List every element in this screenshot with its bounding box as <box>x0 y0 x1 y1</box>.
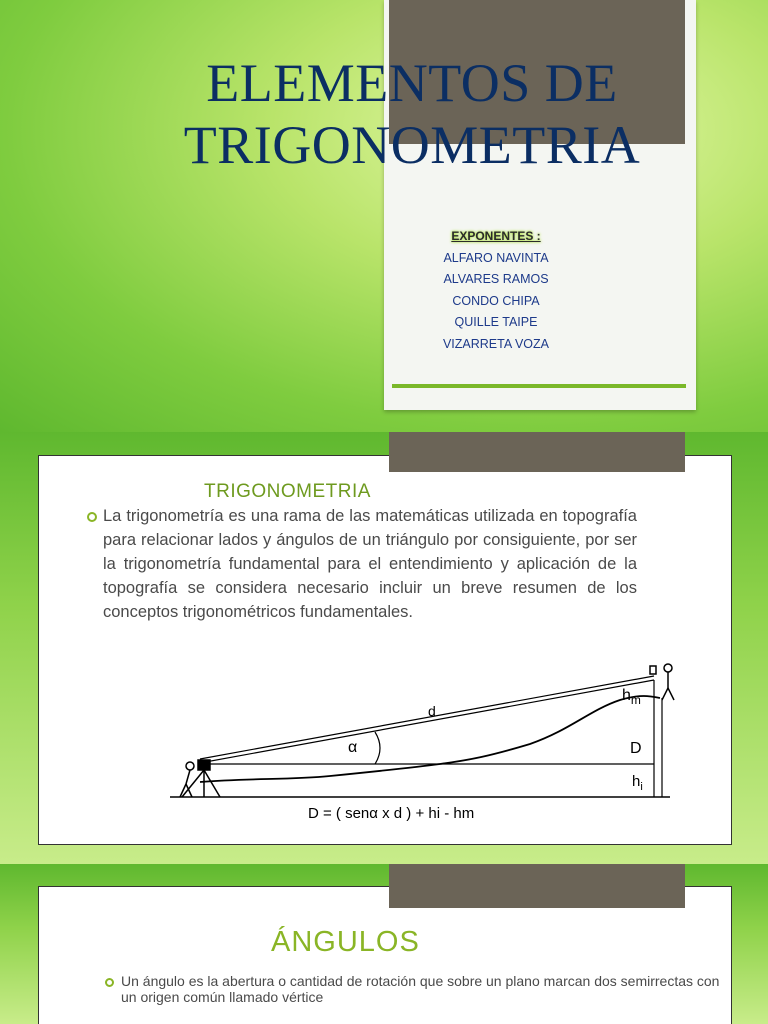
bullet-icon <box>87 512 97 522</box>
accent-line <box>392 384 686 388</box>
slide-title <box>0 0 768 432</box>
slide-angulos <box>0 864 768 1024</box>
dark-accent-block <box>389 864 685 908</box>
authors-block <box>396 226 596 355</box>
authors-heading: EXPONENTES : <box>451 229 541 243</box>
slide-trigonometria <box>0 432 768 864</box>
body-paragraph: Un ángulo es la abertura o cantidad de rotación que sobre un plano marcan dos semirrectas con un origen común llamado vértice <box>121 973 720 1005</box>
author-name: QUILLE TAIPE <box>454 315 538 329</box>
dark-accent-block <box>389 432 685 472</box>
label-D: D <box>630 740 642 757</box>
label-alpha: α <box>348 739 358 756</box>
label-hm: $h_m$ <box>622 687 641 707</box>
slope-line-2 <box>200 680 654 763</box>
formula: D = ( senα x d ) + hi - hm <box>308 805 475 822</box>
author-name: CONDO CHIPA <box>452 293 540 308</box>
label-hi: $h_i$ <box>632 773 643 793</box>
presentation-title <box>132 52 692 176</box>
author-name: VIZARRETA VOZA <box>442 336 550 351</box>
theodolite-icon <box>180 760 220 797</box>
body-paragraph: La trigonometría es una rama de las matemáticas utilizada en topografía para relacionar lados y ángulos de un triángulo por consiguiente, por ser la trigonometría fundamental para el entendimiento y aplicación de la topografía se considera necesario incluir un breve resumen de los conceptos trigonométricos fundamentales. <box>103 507 637 621</box>
slope-line <box>200 676 654 759</box>
title-line-1: ELEMENTOS DE <box>206 53 618 113</box>
section-heading: TRIGONOMETRIA <box>204 481 371 502</box>
angle-arc <box>375 732 380 764</box>
label-d: d <box>428 703 436 719</box>
title-line-2: TRIGONOMETRIA <box>183 115 641 175</box>
trig-diagram <box>170 660 690 830</box>
bullet-icon <box>105 978 114 987</box>
author-name: ALFARO NAVINTA <box>443 250 549 265</box>
section-heading: ÁNGULOS <box>271 926 420 958</box>
author-name: ALVARES RAMOS <box>443 272 549 286</box>
